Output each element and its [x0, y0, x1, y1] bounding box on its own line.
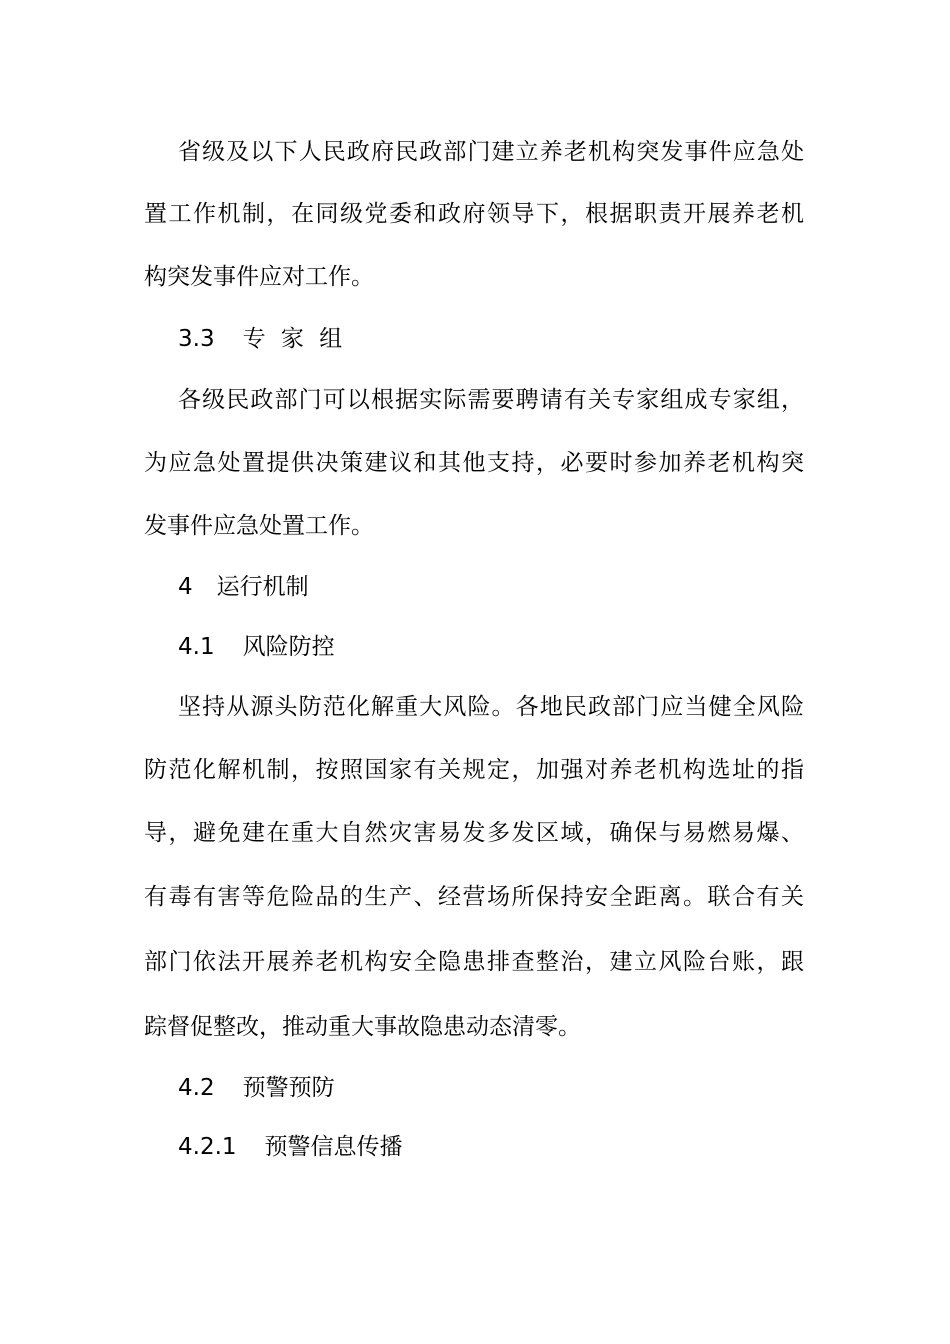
- paragraph-line: 部门依法开展养老机构安全隐患排查整治，建立风险台账，跟: [144, 949, 804, 975]
- paragraph-line: 构突发事件应对工作。: [144, 264, 374, 290]
- paragraph-line: 有毒有害等危险品的生产、经营场所保持安全距离。联合有关: [144, 884, 804, 910]
- section-heading-4-1: [178, 632, 838, 662]
- section-heading-3-3: [178, 324, 838, 354]
- paragraph-line: 导，避免建在重大自然灾害易发多发区域，确保与易燃易爆、: [144, 820, 804, 846]
- paragraph-line: 发事件应急处置工作。: [144, 513, 374, 539]
- section-number: 4.2: [178, 1075, 215, 1101]
- paragraph-line: 各级民政部门可以根据实际需要聘请有关专家组成专家组，: [178, 387, 804, 413]
- paragraph-line: 防范化解机制，按照国家有关规定，加强对养老机构选址的指: [144, 757, 804, 783]
- paragraph-line: 省级及以下人民政府民政部门建立养老机构突发事件应急处: [178, 139, 804, 165]
- paragraph-line: 坚持从源头防范化解重大风险。各地民政部门应当健全风险: [178, 694, 804, 720]
- paragraph-line: 踪督促整改，推动重大事故隐患动态清零。: [144, 1014, 581, 1040]
- section-title: 预警预防: [242, 1075, 335, 1101]
- section-number: 4.2.1: [178, 1134, 237, 1160]
- section-number: 4.1: [178, 634, 215, 660]
- section-title: 运行机制: [216, 574, 309, 600]
- section-title: 专 家 组: [242, 326, 347, 352]
- paragraph-line: 置工作机制，在同级党委和政府领导下，根据职责开展养老机: [144, 201, 804, 227]
- section-number: 3.3: [178, 326, 215, 352]
- paragraph-line: 为应急处置提供决策建议和其他支持，必要时参加养老机构突: [144, 450, 804, 476]
- section-heading-4-2-1: [178, 1132, 838, 1162]
- section-title: 风险防控: [242, 634, 335, 660]
- section-heading-4-2: [178, 1073, 838, 1103]
- section-title: 预警信息传播: [264, 1134, 403, 1160]
- section-number: 4: [178, 574, 193, 600]
- section-heading-4: [178, 572, 838, 602]
